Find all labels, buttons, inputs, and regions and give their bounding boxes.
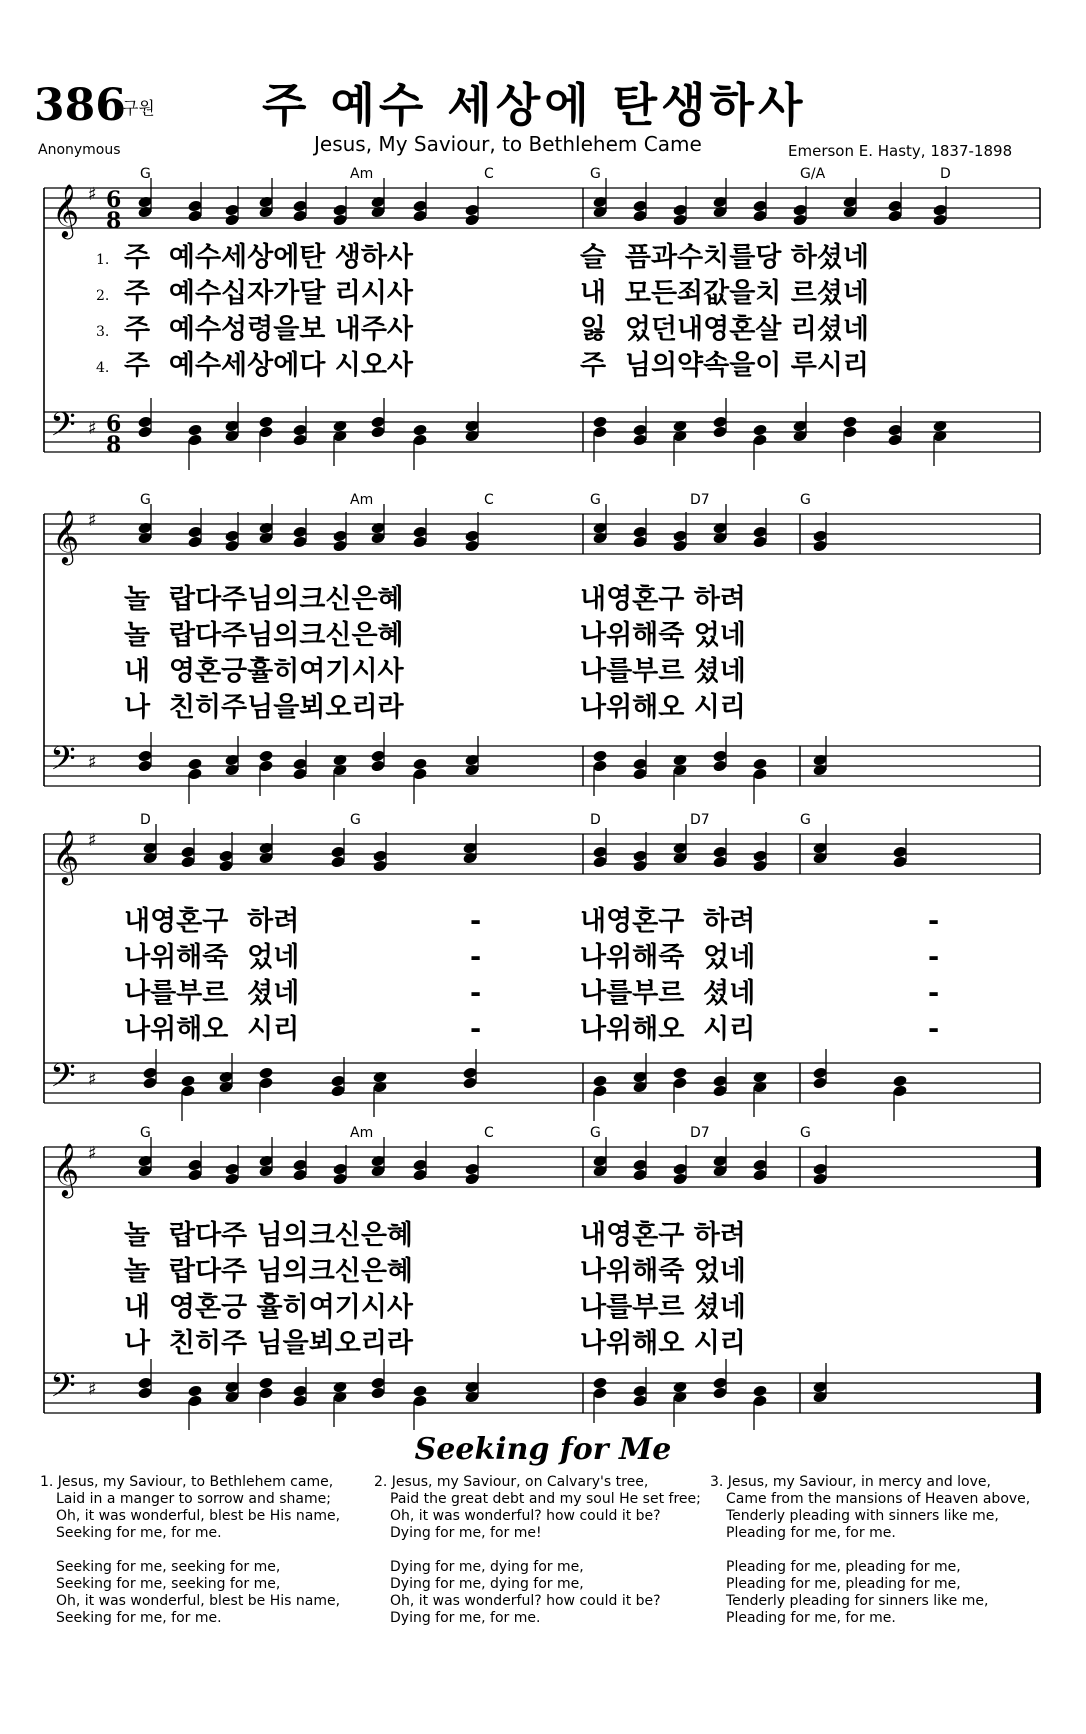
notehead bbox=[412, 423, 427, 436]
stanza-line: Paid the great debt and my soul He set free; bbox=[390, 1491, 701, 1507]
time-signature-top: 6 bbox=[106, 187, 122, 213]
final-barline bbox=[1036, 1373, 1041, 1413]
stanza-line: Oh, it was wonderful, blest be His name, bbox=[56, 1508, 341, 1524]
lyric-line bbox=[84, 582, 1084, 618]
chord-symbol: G/A bbox=[800, 166, 826, 182]
lyric-line bbox=[84, 1290, 1084, 1326]
lyric-text: 나위해오 시리 bbox=[580, 1014, 756, 1045]
verse-number: 3. bbox=[96, 324, 110, 340]
notehead bbox=[412, 757, 427, 770]
lyric-line bbox=[84, 1218, 1084, 1254]
lyric-text: 놀 랍다주님의크신은혜 bbox=[124, 620, 404, 651]
stanza-line: Came from the mansions of Heaven above, bbox=[726, 1491, 1031, 1507]
notehead bbox=[932, 419, 947, 432]
notehead bbox=[332, 1380, 347, 1393]
stanza-line: 1. Jesus, my Saviour, to Bethlehem came, bbox=[40, 1474, 334, 1490]
lyric-line bbox=[84, 904, 1084, 940]
hymn-category: 구원 bbox=[122, 99, 155, 119]
treble-clef: 𝄞 bbox=[52, 183, 80, 237]
lyric-text: 나위해오 시리 bbox=[124, 1014, 300, 1045]
lyric-line bbox=[84, 654, 1084, 690]
lyric-text: 놀 랍다주 님의크신은혜 bbox=[124, 1220, 414, 1251]
stanza-line: Tenderly pleading with sinners like me, bbox=[726, 1508, 999, 1524]
lyric-text: 내 모든죄값을치 르셨네 bbox=[580, 278, 870, 309]
lyric-text: 내영혼구 하려 bbox=[580, 906, 756, 937]
hymn-title-korean: 주 예수 세상에 탄생하사 bbox=[262, 78, 807, 132]
notehead bbox=[752, 1384, 767, 1397]
stanza-line: Dying for me, for me! bbox=[390, 1525, 542, 1541]
lyric-line bbox=[84, 976, 1084, 1012]
sharp-key-signature: ♯ bbox=[88, 830, 97, 851]
notehead bbox=[592, 749, 607, 762]
lyric-text: 내영혼구 하려 bbox=[580, 1220, 746, 1251]
refrain-line: Dying for me, dying for me, bbox=[390, 1576, 584, 1592]
lyric-line bbox=[84, 276, 1084, 312]
stanza-line: Seeking for me, for me. bbox=[56, 1525, 222, 1541]
lyric-dash: - bbox=[928, 1014, 940, 1045]
refrain-line: Seeking for me, seeking for me, bbox=[56, 1559, 281, 1575]
lyric-line bbox=[84, 348, 1084, 384]
refrain-line: Oh, it was wonderful? how could it be? bbox=[390, 1593, 661, 1609]
chord-symbol: D bbox=[140, 812, 151, 828]
lyric-text: 내 영혼긍휼히여기시사 bbox=[124, 656, 404, 687]
lyric-text: 나 친히주 님을뵈오리라 bbox=[124, 1328, 414, 1359]
refrain-line: Seeking for me, seeking for me, bbox=[56, 1576, 281, 1592]
chord-symbol: C bbox=[484, 492, 494, 508]
verse-number: 2. bbox=[96, 288, 110, 304]
lyric-text: 나위해죽 었네 bbox=[124, 942, 300, 973]
refrain-line: Seeking for me, for me. bbox=[56, 1610, 222, 1626]
lyric-text: 나를부르 셨네 bbox=[580, 978, 756, 1009]
lyric-line bbox=[84, 240, 1084, 276]
lyric-line bbox=[84, 1012, 1084, 1048]
lyric-line bbox=[84, 690, 1084, 726]
notehead bbox=[187, 423, 202, 436]
english-stanza-1 bbox=[40, 1474, 380, 1627]
notehead bbox=[592, 415, 607, 428]
notehead bbox=[187, 757, 202, 770]
lyric-line bbox=[84, 1326, 1084, 1362]
lyric-text: 나위해오 시리 bbox=[580, 1328, 746, 1359]
lyric-dash: - bbox=[470, 942, 482, 973]
chord-symbol: D bbox=[940, 166, 951, 182]
chord-symbol: Am bbox=[350, 166, 374, 182]
lyric-text: 내 영혼긍 휼히여기시사 bbox=[124, 1292, 414, 1323]
lyric-text: 나위해죽 었네 bbox=[580, 1256, 746, 1287]
lyric-text: 나 친히주님을뵈오리라 bbox=[124, 692, 404, 723]
bass-clef: 𝄢 bbox=[50, 1367, 76, 1413]
notehead bbox=[752, 757, 767, 770]
notehead bbox=[180, 1074, 195, 1087]
time-signature-bottom: 8 bbox=[106, 208, 122, 234]
lyric-text: 놀 랍다주 님의크신은혜 bbox=[124, 1256, 414, 1287]
notehead bbox=[672, 1380, 687, 1393]
lyric-text: 슬 픔과수치를당 하셨네 bbox=[580, 242, 870, 273]
chord-symbol: D7 bbox=[690, 1125, 710, 1141]
treble-clef: 𝄞 bbox=[52, 829, 80, 883]
lyric-text: 나를부르 셨네 bbox=[124, 978, 300, 1009]
notehead bbox=[187, 1384, 202, 1397]
lyric-text: 나위해죽 었네 bbox=[580, 620, 746, 651]
refrain-line: Pleading for me, pleading for me, bbox=[726, 1559, 961, 1575]
lyric-text: 주 예수세상에탄 생하사 bbox=[124, 242, 414, 273]
chord-symbol: G bbox=[590, 166, 601, 182]
lyric-dash: - bbox=[470, 906, 482, 937]
refrain-line: Oh, it was wonderful, blest be His name, bbox=[56, 1593, 341, 1609]
chord-symbol: G bbox=[800, 1125, 811, 1141]
notehead bbox=[258, 749, 273, 762]
lyric-text: 나위해오 시리 bbox=[580, 692, 746, 723]
refrain-line: Tenderly pleading for sinners like me, bbox=[726, 1593, 989, 1609]
chord-symbol: Am bbox=[350, 1125, 374, 1141]
hymn-title-english: Jesus, My Saviour, to Bethlehem Came bbox=[314, 132, 702, 156]
chord-symbol: G bbox=[140, 492, 151, 508]
chord-symbol: G bbox=[590, 492, 601, 508]
chord-symbol: D7 bbox=[690, 492, 710, 508]
final-barline bbox=[1036, 1147, 1041, 1187]
hymn-number: 386 bbox=[34, 80, 126, 131]
bass-clef: 𝄢 bbox=[50, 406, 76, 452]
notehead bbox=[258, 415, 273, 428]
notehead bbox=[842, 415, 857, 428]
lyric-text: 주 예수세상에다 시오사 bbox=[124, 350, 414, 381]
chord-symbol: G bbox=[140, 1125, 151, 1141]
notehead bbox=[332, 753, 347, 766]
composer: Emerson E. Hasty, 1837-1898 bbox=[788, 142, 1013, 160]
english-subtitle: Seeking for Me bbox=[414, 1432, 672, 1467]
stanza-line: 3. Jesus, my Saviour, in mercy and love, bbox=[710, 1474, 991, 1490]
stanza-line: Laid in a manger to sorrow and shame; bbox=[56, 1491, 331, 1507]
lyric-text: 나위해죽 었네 bbox=[580, 942, 756, 973]
lyric-line bbox=[84, 940, 1084, 976]
lyric-line bbox=[84, 618, 1084, 654]
sharp-key-signature: ♯ bbox=[88, 752, 97, 773]
sharp-key-signature: ♯ bbox=[88, 418, 97, 439]
lyric-text: 주 예수성령을보 내주사 bbox=[124, 314, 414, 345]
stanza-line: Pleading for me, for me. bbox=[726, 1525, 896, 1541]
verse-number: 4. bbox=[96, 360, 110, 376]
sharp-key-signature: ♯ bbox=[88, 510, 97, 531]
lyric-line bbox=[84, 312, 1084, 348]
chord-symbol: D7 bbox=[690, 812, 710, 828]
time-signature-bottom: 8 bbox=[106, 432, 122, 458]
sharp-key-signature: ♯ bbox=[88, 1379, 97, 1400]
notehead bbox=[412, 1384, 427, 1397]
stanza-line: 2. Jesus, my Saviour, on Calvary's tree, bbox=[374, 1474, 649, 1490]
refrain-line: Pleading for me, pleading for me, bbox=[726, 1576, 961, 1592]
sharp-key-signature: ♯ bbox=[88, 1069, 97, 1090]
notehead bbox=[592, 1376, 607, 1389]
bass-clef: 𝄢 bbox=[50, 1057, 76, 1103]
lyric-text: 잃 었던내영혼살 리셨네 bbox=[580, 314, 870, 345]
sharp-key-signature: ♯ bbox=[88, 1143, 97, 1164]
chord-symbol: Am bbox=[350, 492, 374, 508]
treble-clef: 𝄞 bbox=[52, 1142, 80, 1196]
notehead bbox=[258, 1066, 273, 1079]
time-signature-top: 6 bbox=[106, 411, 122, 437]
bass-clef: 𝄢 bbox=[50, 740, 76, 786]
chord-symbol: G bbox=[800, 492, 811, 508]
notehead bbox=[592, 1074, 607, 1087]
lyric-text: 주 예수십자가달 리시사 bbox=[124, 278, 414, 309]
verse-number: 1. bbox=[96, 252, 110, 268]
refrain-line: Pleading for me, for me. bbox=[726, 1610, 896, 1626]
lyric-dash: - bbox=[928, 978, 940, 1009]
lyric-text: 내영혼구 하려 bbox=[124, 906, 300, 937]
notehead bbox=[892, 1074, 907, 1087]
notehead bbox=[258, 1376, 273, 1389]
chord-symbol: C bbox=[484, 1125, 494, 1141]
refrain-line: Dying for me, for me. bbox=[390, 1610, 541, 1626]
lyric-line bbox=[84, 1254, 1084, 1290]
lyric-text: 나를부르 셨네 bbox=[580, 1292, 746, 1323]
notehead bbox=[332, 419, 347, 432]
notehead bbox=[672, 753, 687, 766]
lyric-text: 나를부르 셨네 bbox=[580, 656, 746, 687]
lyric-dash: - bbox=[470, 978, 482, 1009]
sharp-key-signature: ♯ bbox=[88, 184, 97, 205]
refrain-line: Dying for me, dying for me, bbox=[390, 1559, 584, 1575]
chord-symbol: G bbox=[800, 812, 811, 828]
treble-clef: 𝄞 bbox=[52, 509, 80, 563]
lyricist: Anonymous bbox=[38, 142, 121, 158]
lyric-text: 주 님의약속을이 루시리 bbox=[580, 350, 870, 381]
chord-symbol: G bbox=[590, 1125, 601, 1141]
english-stanza-3 bbox=[710, 1474, 1050, 1627]
notehead bbox=[752, 1070, 767, 1083]
notehead bbox=[672, 1066, 687, 1079]
notehead bbox=[672, 419, 687, 432]
lyric-text: 놀 랍다주님의크신은혜 bbox=[124, 584, 404, 615]
lyric-dash: - bbox=[470, 1014, 482, 1045]
chord-symbol: D bbox=[590, 812, 601, 828]
chord-symbol: C bbox=[484, 166, 494, 182]
chord-symbol: G bbox=[140, 166, 151, 182]
english-stanza-2 bbox=[374, 1474, 714, 1627]
chord-symbol: G bbox=[350, 812, 361, 828]
lyric-dash: - bbox=[928, 942, 940, 973]
lyric-dash: - bbox=[928, 906, 940, 937]
notehead bbox=[752, 423, 767, 436]
lyric-text: 내영혼구 하려 bbox=[580, 584, 746, 615]
stanza-line: Oh, it was wonderful? how could it be? bbox=[390, 1508, 661, 1524]
notehead bbox=[372, 1070, 387, 1083]
